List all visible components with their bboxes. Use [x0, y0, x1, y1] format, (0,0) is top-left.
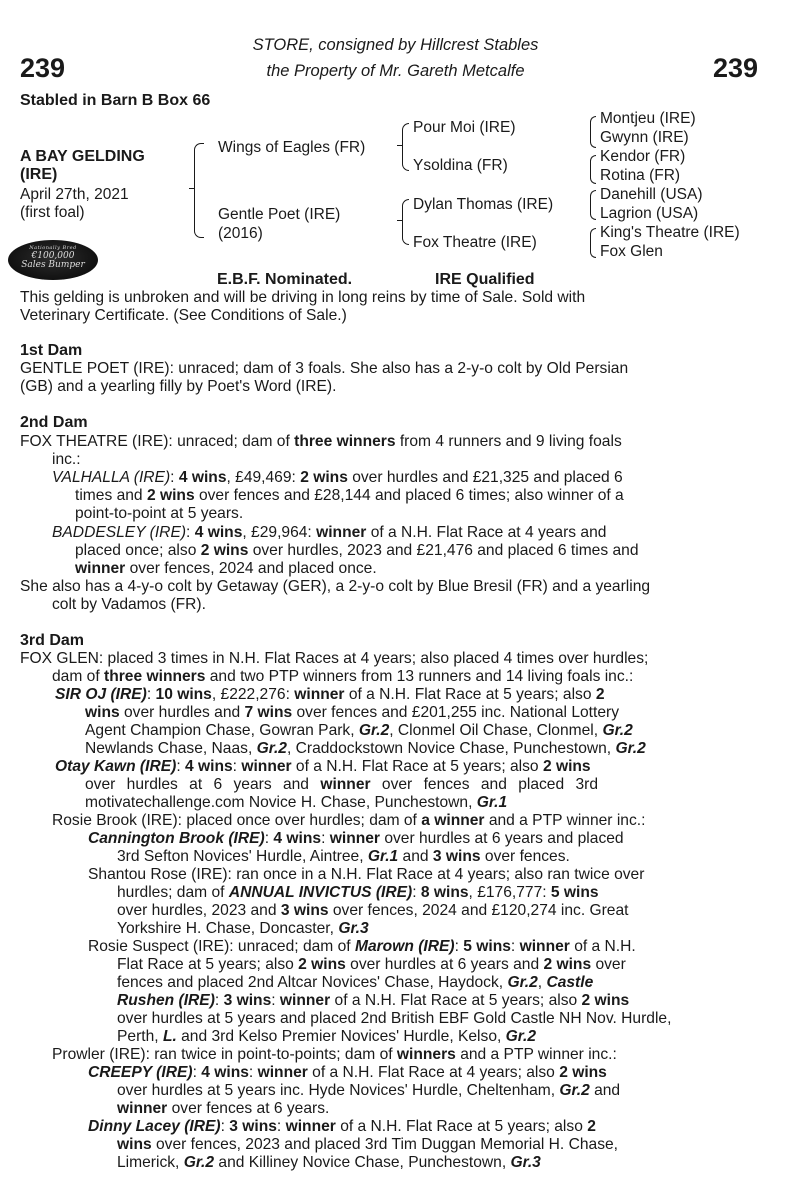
intro-line-2: Veterinary Certificate. (See Conditions of Sale.): [20, 307, 347, 324]
stabled-line: Stabled in Barn B Box 66: [20, 92, 211, 109]
creepy-line-2: over hurdles at 5 years inc. Hyde Novices' Hurdle, Cheltenham, Gr.2 and: [117, 1082, 621, 1099]
brace-main-tip: [189, 188, 195, 189]
ggdam-3: Lagrion (USA): [600, 205, 699, 222]
third-dam-line-1: FOX GLEN: placed 3 times in N.H. Flat Races at 4 years; also placed 4 times over hurdles;: [20, 650, 649, 667]
shantou-rose-line-2: hurdles; dam of ANNUAL INVICTUS (IRE): 8 wins, £176,777: 5 wins: [117, 884, 599, 901]
brace-g3: [590, 190, 596, 220]
brace-g2: [590, 155, 596, 184]
otay-kawn-line-1: Otay Kawn (IRE): 4 wins: winner of a N.H. Flat Race at 5 years; also 2 wins: [55, 758, 591, 775]
sir-oj-line-1: SIR OJ (IRE): 10 wins, £222,276: winner of a N.H. Flat Race at 5 years; also 2: [55, 686, 605, 703]
sir-oj-line-3: Agent Champion Chase, Gowran Park, Gr.2, Clonmel Oil Chase, Clonmel, Gr.2: [85, 722, 633, 739]
second-dam-line-2: inc.:: [52, 451, 81, 468]
otay-kawn-line-2: over hurdles at 6 years and winner over fences and placed 3rd: [85, 776, 599, 793]
dinny-lacey-line-1: Dinny Lacey (IRE): 3 wins: winner of a N.H. Flat Race at 5 years; also 2: [88, 1118, 596, 1135]
second-dam-also-2: colt by Vadamos (FR).: [52, 596, 206, 613]
sales-bumper-logo: Nationally Bred €100,000 Sales Bumper: [8, 240, 98, 280]
creepy-line-3: winner over fences at 6 years.: [117, 1100, 330, 1117]
rosie-suspect-line-4: Rushen (IRE): 3 wins: winner of a N.H. Flat Race at 5 years; also 2 wins: [117, 992, 630, 1009]
ggsire-4: King's Theatre (IRE): [600, 224, 740, 241]
rosie-suspect-line-5: over hurdles at 5 years and placed 2nd British EBF Gold Castle NH Nov. Hurdle,: [117, 1010, 672, 1027]
brace-dam: [402, 199, 409, 245]
ebf-nominated: E.B.F. Nominated.: [217, 271, 353, 288]
dam-dam: Fox Theatre (IRE): [413, 234, 537, 251]
third-dam-heading: 3rd Dam: [20, 632, 85, 649]
second-dam-line-1: FOX THEATRE (IRE): unraced; dam of three winners from 4 runners and 9 living foals: [20, 433, 622, 450]
brace-sire-tip: [397, 145, 403, 146]
consignor-line: STORE, consigned by Hillcrest Stables: [252, 36, 539, 54]
rosie-suspect-line-1: Rosie Suspect (IRE): unraced; dam of Marown (IRE): 5 wins: winner of a N.H.: [88, 938, 636, 955]
brace-sire: [402, 123, 409, 171]
shantou-rose-line-3: over hurdles, 2023 and 3 wins over fences, 2024 and £120,274 inc. Great: [117, 902, 629, 919]
second-dam-heading: 2nd Dam: [20, 414, 88, 431]
baddesley-line-3: winner over fences, 2024 and placed once.: [75, 560, 377, 577]
first-dam-line-1: GENTLE POET (IRE): unraced; dam of 3 foals. She also has a 2-y-o colt by Old Persian: [20, 360, 629, 377]
shantou-rose-line-1: Shantou Rose (IRE): ran once in a N.H. Flat Race at 4 years; also ran twice over: [88, 866, 645, 883]
ggsire-1: Montjeu (IRE): [600, 110, 696, 127]
brace-g4: [590, 228, 596, 258]
brace-dam-tip: [397, 220, 403, 221]
shantou-rose-line-4: Yorkshire H. Chase, Doncaster, Gr.3: [117, 920, 369, 937]
dinny-lacey-line-3: Limerick, Gr.2 and Killiney Novice Chase, Punchestown, Gr.3: [117, 1154, 541, 1171]
valhalla-line-3: point-to-point at 5 years.: [75, 505, 244, 522]
sir-oj-line-2: wins over hurdles and 7 wins over fences and £201,255 inc. National Lottery: [85, 704, 619, 721]
prowler-line: Prowler (IRE): ran twice in point-to-points; dam of winners and a PTP winner inc.:: [52, 1046, 617, 1063]
lot-number-left: 239: [20, 53, 66, 83]
cannington-line-2: 3rd Sefton Novices' Hurdle, Aintree, Gr.1 and 3 wins over fences.: [117, 848, 570, 865]
ggsire-2: Kendor (FR): [600, 148, 686, 165]
ggdam-2: Rotina (FR): [600, 167, 681, 184]
horse-country: (IRE): [20, 166, 58, 183]
first-foal-note: (first foal): [20, 204, 85, 221]
intro-line-1: This gelding is unbroken and will be driving in long reins by time of Sale. Sold with: [20, 289, 586, 306]
dam-year: (2016): [218, 225, 263, 242]
brace-g1: [590, 116, 596, 148]
valhalla-line-1: VALHALLA (IRE): 4 wins, £49,469: 2 wins over hurdles and £21,325 and placed 6: [52, 469, 623, 486]
cannington-line-1: Cannington Brook (IRE): 4 wins: winner over hurdles at 6 years and placed: [88, 830, 624, 847]
otay-kawn-line-3: motivatechallenge.com Novice H. Chase, Punchestown, Gr.1: [85, 794, 508, 811]
third-dam-line-2: dam of three winners and two PTP winners from 13 runners and 14 living foals inc.:: [52, 668, 634, 685]
baddesley-line-2: placed once; also 2 wins over hurdles, 2023 and £21,476 and placed 6 times and: [75, 542, 639, 559]
first-dam-heading: 1st Dam: [20, 342, 83, 359]
dam: Gentle Poet (IRE): [218, 206, 341, 223]
first-dam-line-2: (GB) and a yearling filly by Poet's Word (IRE).: [20, 378, 337, 395]
ggdam-4: Fox Glen: [600, 243, 663, 260]
owner-line: the Property of Mr. Gareth Metcalfe: [266, 62, 525, 80]
rosie-suspect-line-3: fences and placed 2nd Altcar Novices' Chase, Haydock, Gr.2, Castle: [117, 974, 594, 991]
baddesley-line-1: BADDESLEY (IRE): 4 wins, £29,964: winner of a N.H. Flat Race at 4 years and: [52, 524, 607, 541]
second-dam-also-1: She also has a 4-y-o colt by Getaway (GER), a 2-y-o colt by Blue Bresil (FR) and a yearling: [20, 578, 651, 595]
horse-title: A BAY GELDING: [20, 148, 145, 165]
ire-qualified: IRE Qualified: [435, 271, 535, 288]
rosie-suspect-line-2: Flat Race at 5 years; also 2 wins over hurdles at 6 years and 2 wins over: [117, 956, 626, 973]
rosie-brook-line: Rosie Brook (IRE): placed once over hurdles; dam of a winner and a PTP winner inc.:: [52, 812, 646, 829]
lot-number-right: 239: [712, 53, 758, 83]
ggsire-3: Danehill (USA): [600, 186, 703, 203]
brace-main: [194, 143, 204, 238]
sire-dam: Ysoldina (FR): [413, 157, 508, 174]
creepy-line-1: CREEPY (IRE): 4 wins: winner of a N.H. Flat Race at 4 years; also 2 wins: [88, 1064, 607, 1081]
sire: Wings of Eagles (FR): [218, 139, 366, 156]
sir-oj-line-4: Newlands Chase, Naas, Gr.2, Craddockstown Novice Chase, Punchestown, Gr.2: [85, 740, 646, 757]
sire-sire: Pour Moi (IRE): [413, 119, 516, 136]
rosie-suspect-line-6: Perth, L. and 3rd Kelso Premier Novices' Hurdle, Kelso, Gr.2: [117, 1028, 536, 1045]
dam-sire: Dylan Thomas (IRE): [413, 196, 554, 213]
valhalla-line-2: times and 2 wins over fences and £28,144 and placed 6 times; also winner of a: [75, 487, 624, 504]
ggdam-1: Gwynn (IRE): [600, 129, 689, 146]
foaling-date: April 27th, 2021: [20, 186, 129, 203]
dinny-lacey-line-2: wins over fences, 2023 and placed 3rd Tim Duggan Memorial H. Chase,: [117, 1136, 618, 1153]
